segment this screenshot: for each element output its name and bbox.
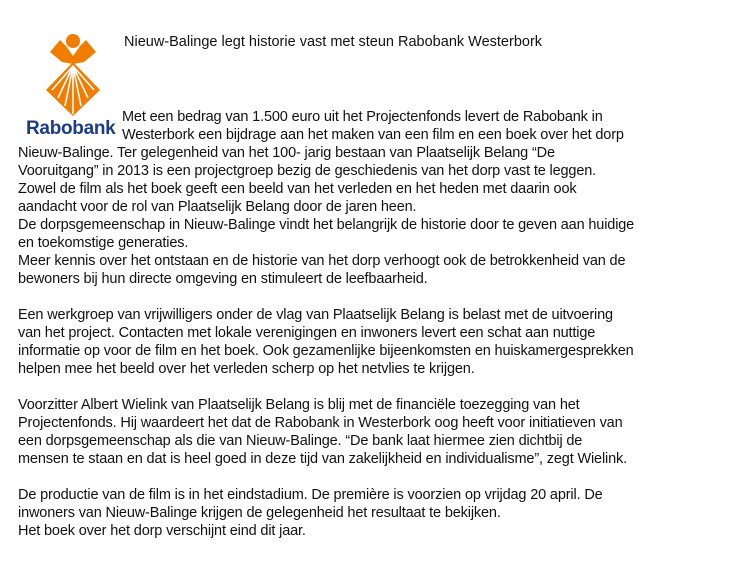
paragraph-4 [18, 486, 730, 540]
text-line: Zowel de film als het boek geeft een beeld van het verleden en het heden met daarin ook [18, 181, 577, 197]
text-line: en toekomstige generaties. [18, 235, 189, 251]
text-line: Voorzitter Albert Wielink van Plaatselijk Belang is blij met de financiële toezegging van het [18, 397, 580, 413]
text-line: bewoners bij hun directe omgeving en stimuleert de leefbaarheid. [18, 271, 428, 287]
rabobank-wordmark: Rabobank [26, 118, 116, 139]
rabobank-logo-icon [44, 32, 102, 118]
paragraph-3 [18, 396, 730, 468]
paragraph-2 [18, 306, 730, 378]
text-line: inwoners van Nieuw-Balinge krijgen de gelegenheid het resultaat te bekijken. [18, 505, 501, 521]
text-line: van het project. Contacten met lokale verenigingen en inwoners levert een schat aan nuttige [18, 325, 596, 341]
text-line: Het boek over het dorp verschijnt eind dit jaar. [18, 523, 306, 539]
paragraph-1 [18, 108, 730, 288]
text-line: De dorpsgemeenschap in Nieuw-Balinge vindt het belangrijk de historie door te geven aan huidige [18, 217, 635, 233]
text-line: Nieuw-Balinge. Ter gelegenheid van het 100- jarig bestaan van Plaatselijk Belang “De [18, 145, 555, 161]
text-line: De productie van de film is in het eindstadium. De première is voorzien op vrijdag 20 april. De [18, 487, 603, 503]
text-line: helpen mee het beeld over het verleden scherp op het netvlies te krijgen. [18, 361, 475, 377]
text-line: informatie op voor de film en het boek. Ook gezamenlijke bijeenkomsten en huiskamergesprekken [18, 343, 634, 359]
text-line: Projectenfonds. Hij waardeert het dat de Rabobank in Westerbork oog heeft voor initiatieven van [18, 415, 623, 431]
text-line: aandacht voor de rol van Plaatselijk Belang door de jaren heen. [18, 199, 417, 215]
article-title: Nieuw-Balinge legt historie vast met steun Rabobank Westerbork [124, 34, 543, 50]
text-line: Met een bedrag van 1.500 euro uit het Projectenfonds levert de Rabobank in [122, 109, 603, 125]
text-line: Een werkgroep van vrijwilligers onder de vlag van Plaatselijk Belang is belast met de uitvoering [18, 307, 613, 323]
text-line: Vooruitgang” in 2013 is een projectgroep bezig de geschiedenis van het dorp vast te leggen. [18, 163, 597, 179]
text-line: Meer kennis over het ontstaan en de historie van het dorp verhoogt ook de betrokkenheid van de [18, 253, 626, 269]
text-line: een dorpsgemeenschap als die van Nieuw-Balinge. “De bank laat hiermee zien dichtbij de [18, 433, 583, 449]
article-body [18, 108, 730, 558]
text-line: Westerbork een bijdrage aan het maken van een film en een boek over het dorp [122, 127, 624, 143]
text-line: mensen te staan en dat is heel goed in deze tijd van zakelijkheid en individualisme”, zegt Wielink. [18, 451, 628, 467]
